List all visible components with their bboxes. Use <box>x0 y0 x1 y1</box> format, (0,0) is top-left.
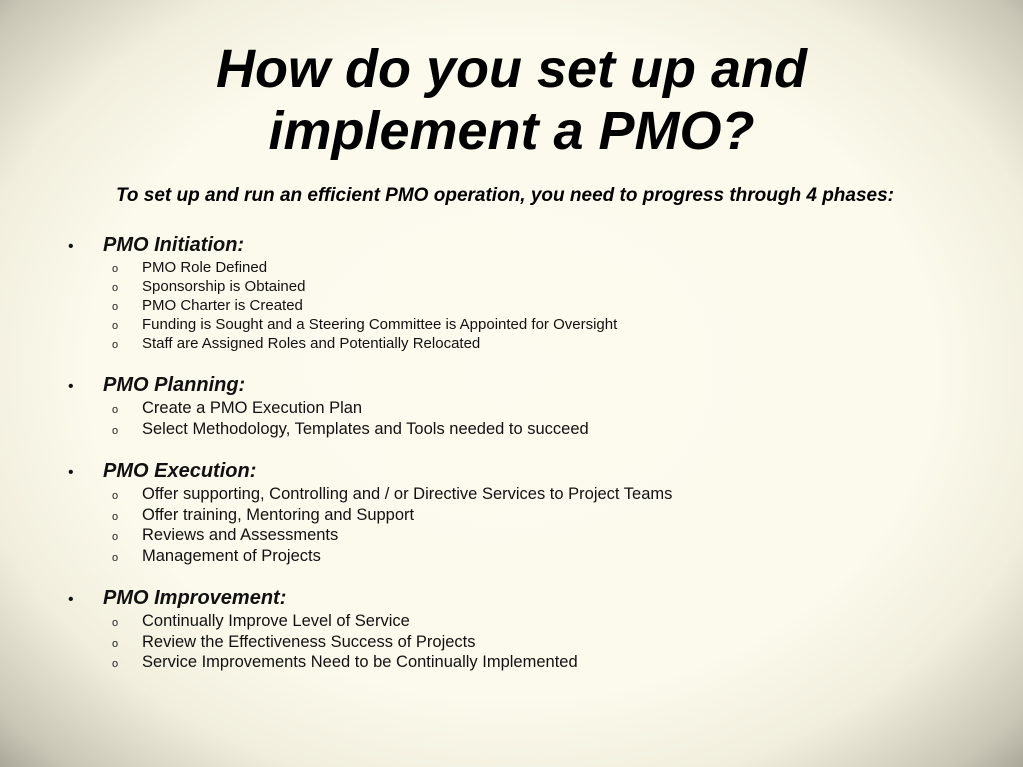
list-item-text: Funding is Sought and a Steering Committee is Appointed for Oversight <box>142 316 618 333</box>
list-item-text: Select Methodology, Templates and Tools needed to succeed <box>142 419 589 438</box>
circle-bullet-icon: o <box>112 263 119 275</box>
circle-bullet-icon: o <box>112 551 119 564</box>
phase-list <box>68 232 968 692</box>
list-item-text: Reviews and Assessments <box>142 526 339 544</box>
list-item-text: PMO Charter is Created <box>142 297 303 314</box>
circle-bullet-icon: o <box>112 510 119 523</box>
list-item <box>68 652 968 673</box>
list-item <box>68 315 968 334</box>
list-item <box>68 611 968 632</box>
list-item <box>68 505 968 526</box>
phase-items <box>68 258 968 353</box>
list-item-text: Staff are Assigned Roles and Potentially Relocated <box>142 335 481 352</box>
list-item-text: Review the Effectiveness Success of Projects <box>142 632 476 651</box>
phase-items <box>68 398 968 439</box>
list-item-text: Management of Projects <box>142 546 321 565</box>
bullet-icon: • <box>68 238 74 255</box>
list-item <box>68 546 968 567</box>
phase-heading <box>68 372 968 398</box>
circle-bullet-icon: o <box>112 617 119 629</box>
phase-heading <box>68 585 968 611</box>
phase-initiation <box>68 232 968 353</box>
circle-bullet-icon: o <box>112 424 119 437</box>
slide-title-line-2: implement a PMO? <box>268 101 755 161</box>
list-item-text: Offer supporting, Controlling and / or Directive Services to Project Teams <box>142 485 673 503</box>
bullet-icon: • <box>68 464 74 481</box>
phase-label: PMO Execution: <box>103 460 257 482</box>
list-item-text: Continually Improve Level of Service <box>142 612 410 630</box>
list-item <box>68 525 968 546</box>
circle-bullet-icon: o <box>112 339 119 351</box>
circle-bullet-icon: o <box>112 658 119 670</box>
bullet-icon: • <box>68 378 74 395</box>
list-item <box>68 334 968 353</box>
slide-title-line-1: How do you set up and <box>216 39 807 99</box>
list-item-text: Offer training, Mentoring and Support <box>142 505 415 524</box>
list-item-text: Service Improvements Need to be Continually Implemented <box>142 653 578 671</box>
list-item-text: Sponsorship is Obtained <box>142 278 306 295</box>
phase-items <box>68 611 968 673</box>
phase-heading <box>68 232 968 258</box>
bullet-icon: • <box>68 591 74 608</box>
phase-label: PMO Initiation: <box>103 234 245 256</box>
list-item-text: PMO Role Defined <box>142 259 268 276</box>
list-item <box>68 398 968 419</box>
phase-execution <box>68 458 968 566</box>
phase-improvement <box>68 585 968 673</box>
list-item <box>68 296 968 315</box>
phase-items <box>68 484 968 566</box>
slide-subtitle: To set up and run an efficient PMO operation, you need to progress through 4 phases: <box>115 185 895 206</box>
list-item-text: Create a PMO Execution Plan <box>142 399 363 417</box>
slide-title <box>0 38 1023 162</box>
circle-bullet-icon: o <box>112 404 119 416</box>
list-item <box>68 632 968 653</box>
circle-bullet-icon: o <box>112 531 119 543</box>
circle-bullet-icon: o <box>112 637 119 650</box>
circle-bullet-icon: o <box>112 490 119 502</box>
phase-planning <box>68 372 968 439</box>
circle-bullet-icon: o <box>112 301 119 313</box>
phase-heading <box>68 458 968 484</box>
circle-bullet-icon: o <box>112 320 119 332</box>
list-item <box>68 484 968 505</box>
list-item <box>68 277 968 296</box>
phase-label: PMO Improvement: <box>103 587 287 609</box>
list-item <box>68 258 968 277</box>
list-item <box>68 419 968 440</box>
circle-bullet-icon: o <box>112 282 119 294</box>
phase-label: PMO Planning: <box>103 374 246 396</box>
